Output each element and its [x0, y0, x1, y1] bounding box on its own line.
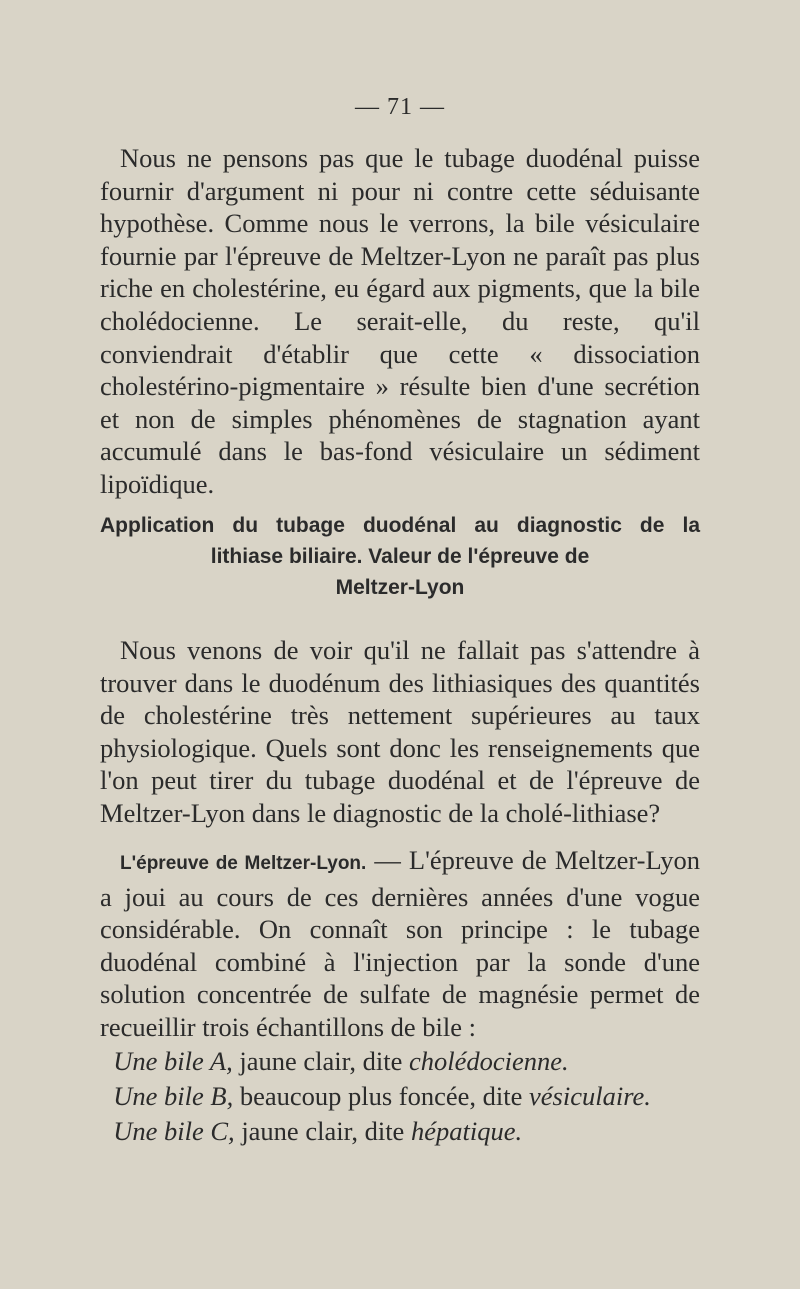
bile-label: Une bile B,: [113, 1081, 234, 1111]
paragraph-1-text: Nous ne pensons pas que le tubage duodénal puisse fournir d'argument ni pour ni contre cette séduisante hypothèse. Comme nous le verrons, la bile vésiculaire fournie par l'épreuve de Meltzer-Lyon ne paraît pas plus riche en cholestérine, eu égard aux pigments, que la bile cholédocienne. Le serait-elle, du reste, qu'il conviendrait d'établir que cette « dissociation cholestérino-pigmentaire » résulte bien d'une secrétion et non de simples phénomènes de stagnation ayant accumulé dans le bas-fond vésiculaire un sédiment lipoïdique.: [100, 143, 700, 499]
run-in-heading: L'épreuve de Meltzer-Lyon.: [120, 853, 367, 874]
section-heading-line-2: lithiase biliaire. Valeur de l'épreuve de: [210, 545, 590, 568]
paragraph-2: [100, 634, 700, 830]
section-heading-line-3: Meltzer-Lyon: [335, 576, 465, 599]
page-number: — 71 —: [355, 94, 445, 120]
section-heading: [100, 510, 700, 603]
bile-term: hépatique.: [410, 1116, 523, 1146]
list-item: [100, 1079, 700, 1114]
bile-term: cholédocienne.: [409, 1046, 569, 1076]
list-item: [100, 1044, 700, 1079]
section-heading-line-1: Application du tubage duodénal au diagnostic de la: [100, 514, 700, 537]
bile-list: [100, 1044, 700, 1149]
bile-label: Une bile C,: [113, 1116, 235, 1146]
bile-desc: jaune clair, dite: [234, 1116, 411, 1146]
paragraph-3-body: — L'épreuve de Meltzer-Lyon a joui au cours de ces dernières années d'une vogue considérable. On connaît son principe : le tubage duodénal combiné à l'injection par la sonde d'une solution concentrée de sulfate de magnésie permet de recueillir trois échantillons de bile :: [100, 845, 700, 1042]
bile-label: Une bile A,: [113, 1046, 233, 1076]
bile-desc: jaune clair, dite: [232, 1046, 409, 1076]
bile-term: vésiculaire.: [529, 1081, 651, 1111]
list-item: [100, 1114, 700, 1149]
paragraph-2-text: Nous venons de voir qu'il ne fallait pas s'attendre à trouver dans le duodénum des lithiasiques des quantités de cholestérine très nettement supérieures au taux physiologique. Quels sont donc les renseignements que l'on peut tirer du tubage duodénal et de l'épreuve de Meltzer-Lyon dans le diagnostic de la cholé-lithiase?: [100, 635, 700, 828]
bile-desc: beaucoup plus foncée, dite: [233, 1081, 530, 1111]
paragraph-3-text: [100, 844, 700, 1044]
paragraph-1: [100, 142, 700, 501]
paragraph-3: [100, 844, 700, 1044]
